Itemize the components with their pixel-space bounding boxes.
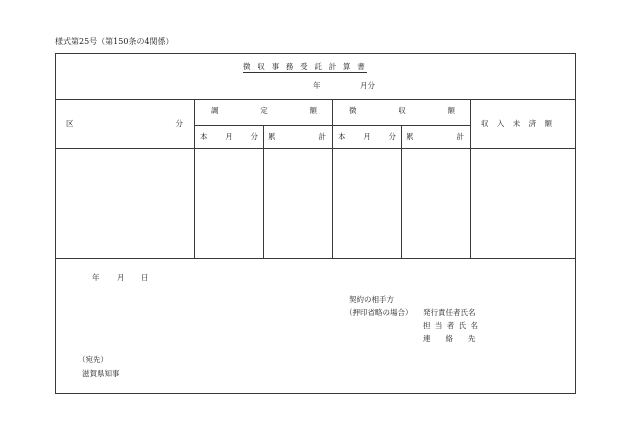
adjusted-amount-header — [211, 107, 317, 115]
division-header — [66, 120, 183, 128]
uncollected-amount-header: 収 入 未 済 額 — [481, 119, 556, 128]
cumulative-char-1: 累 — [406, 132, 414, 141]
seal-omission-note: （押印省略の場合） — [345, 308, 413, 317]
contact-info-label: 連 絡 先 — [423, 334, 476, 343]
this-month-char-1: 本 — [338, 132, 346, 141]
adjusted-char-2: 定 — [260, 106, 268, 115]
adjusted-cumulative — [268, 133, 326, 141]
this-month-char-2: 月 — [363, 132, 371, 141]
contractor-label: 契約の相手方 — [349, 295, 394, 304]
collected-amount-header — [349, 107, 455, 115]
collected-cumulative-cell[interactable] — [402, 149, 469, 257]
collected-char-2: 収 — [398, 106, 406, 115]
division-char-2: 分 — [175, 119, 183, 128]
this-month-char-3: 分 — [388, 132, 396, 141]
cumulative-char-2: 計 — [456, 132, 464, 141]
date-day: 日 — [141, 273, 149, 282]
this-month-char-2: 月 — [225, 132, 233, 141]
this-month-char-3: 分 — [250, 132, 258, 141]
adjusted-this-month-cell[interactable] — [195, 149, 262, 257]
collected-char-1: 徴 — [349, 106, 357, 115]
this-month-char-1: 本 — [200, 132, 208, 141]
collected-char-3: 額 — [447, 106, 455, 115]
division-cell[interactable] — [56, 149, 193, 257]
period-year: 年 — [313, 81, 321, 90]
collected-this-month-cell[interactable] — [333, 149, 400, 257]
collected-this-month — [338, 133, 396, 141]
cumulative-char-2: 計 — [318, 132, 326, 141]
document-title: 徴 収 事 務 受 託 計 算 書 — [243, 62, 367, 71]
date-month: 月 — [117, 273, 125, 282]
collected-cumulative — [406, 133, 464, 141]
form-id: 様式第25号（第150条の4関係） — [55, 37, 174, 46]
division-char-1: 区 — [66, 119, 74, 128]
addressee: 滋賀県知事 — [82, 369, 120, 378]
adjusted-char-1: 調 — [211, 106, 219, 115]
adjusted-char-3: 額 — [309, 106, 317, 115]
issuer-name-label: 発行責任者氏名 — [423, 308, 476, 317]
period-month: 月分 — [360, 81, 375, 90]
adjusted-this-month — [200, 133, 258, 141]
adjusted-cumulative-cell[interactable] — [264, 149, 331, 257]
cumulative-char-1: 累 — [268, 132, 276, 141]
addressee-label: （宛先） — [78, 355, 108, 364]
date-year: 年 — [92, 273, 100, 282]
contact-person-label: 担 当 者 氏 名 — [423, 321, 480, 330]
uncollected-amount-cell[interactable] — [471, 149, 575, 257]
